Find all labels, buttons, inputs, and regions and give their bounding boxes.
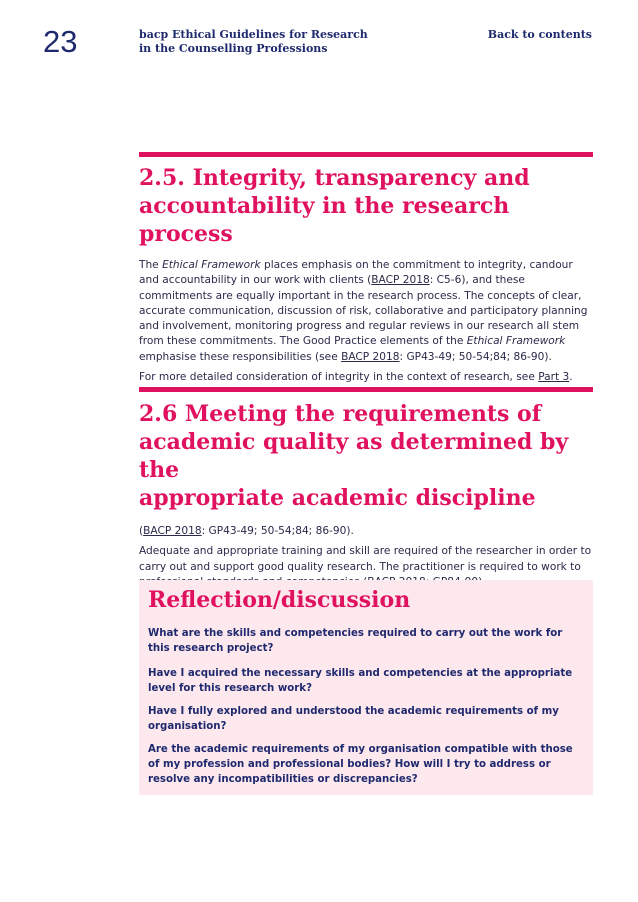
part-3-link[interactable]: Part 3 <box>538 371 570 384</box>
section-2-5-heading <box>139 164 593 248</box>
section-2-5 <box>139 152 593 385</box>
section-2-6-heading <box>139 400 593 512</box>
bacp-2018-link[interactable]: BACP 2018 <box>371 274 430 287</box>
section-2-5-paragraph-2: For more detailed consideration of integrity in the context of research, see Part 3. <box>139 371 573 384</box>
back-to-contents-link[interactable]: Back to contents <box>487 28 592 41</box>
reflection-question: What are the skills and competencies required to carry out the work for this research project? <box>148 628 563 654</box>
bacp-2018-link[interactable]: BACP 2018 <box>341 350 400 363</box>
section-2-6-reference: (BACP 2018: GP43-49; 50-54;84; 86-90). <box>139 525 354 537</box>
emphasis-ethical-framework: Ethical Framework <box>162 259 261 271</box>
section-divider <box>139 387 593 392</box>
heading-line-2: accountability in the research process <box>139 193 510 247</box>
heading-line-1: 2.5. Integrity, transparency and <box>139 165 530 191</box>
reflection-discussion-box <box>139 580 593 795</box>
reflection-question: Have I acquired the necessary skills and competencies at the appropriate level for this research work? <box>148 668 573 694</box>
heading-line-3: appropriate academic discipline <box>139 485 536 511</box>
section-2-6 <box>139 387 593 590</box>
heading-line-1: 2.6 Meeting the requirements of <box>139 401 542 427</box>
heading-line-2: academic quality as determined by the <box>139 429 569 483</box>
document-title-line-2: in the Counselling Professions <box>139 42 328 55</box>
emphasis-ethical-framework: Ethical Framework <box>466 335 566 348</box>
section-2-6-paragraph: Adequate and appropriate training and skill are required of the researcher in order to carry out and support good quality research. The practitioner is required to work to <box>139 544 593 590</box>
reflection-question: Are the academic requirements of my organisation compatible with those of my profession and professional bodies? How will I try to address or resolve any incompatibilities or discrepancies? <box>148 744 573 785</box>
reflection-title: Reflection/discussion <box>148 587 411 613</box>
document-title-line-1: bacp Ethical Guidelines for Research <box>139 28 368 41</box>
section-2-5-paragraph-1: The Ethical Framework places emphasis on the commitment to integrity, candour and accountability in our work with clients (BACP 2018: C5-6), and these commitments are equally important in the research process. The concepts of clear, accurate communication, discussion of risk, collaborative and participatory planning and involvement, monitoring progress and regular reviews in our research all stem from these commitments. The Good Practice elements of the Ethical Framework emphasise these responsibilities (see BACP 2018: GP43-49; 50-54;84; 86-90). <box>139 259 588 363</box>
bacp-2018-link[interactable]: BACP 2018 <box>143 525 202 537</box>
reflection-question: Have I fully explored and understood the academic requirements of my organisation? <box>148 706 559 732</box>
page-number: 23 <box>43 24 78 59</box>
document-title <box>139 28 368 56</box>
section-divider <box>139 152 593 157</box>
